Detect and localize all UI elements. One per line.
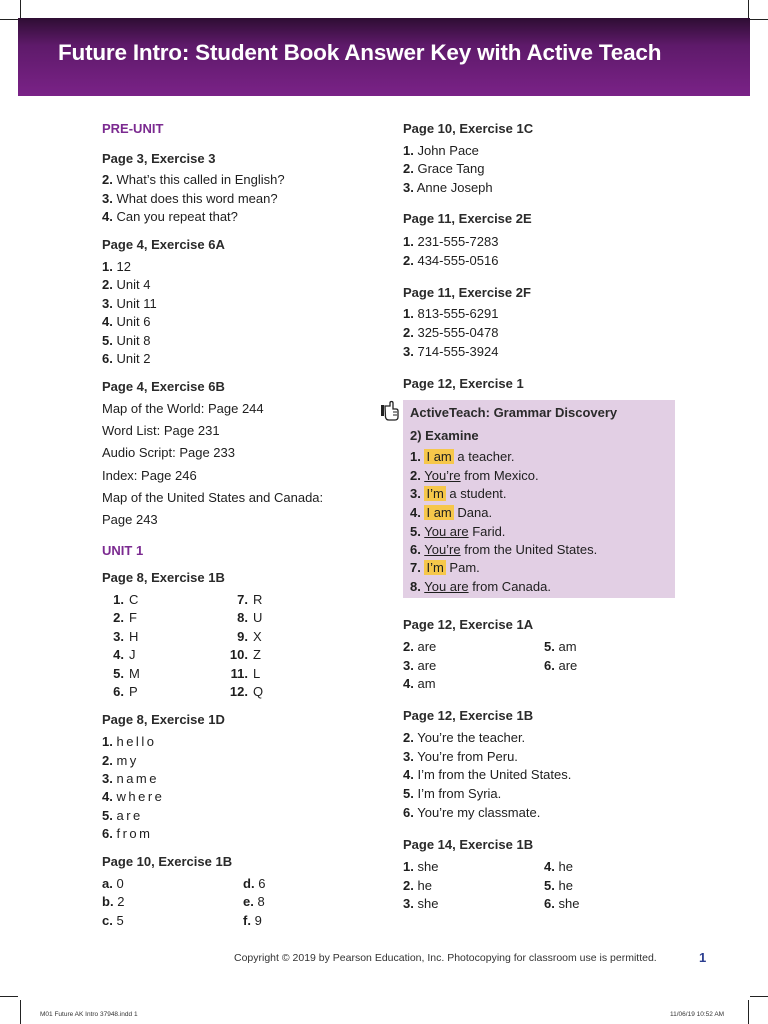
list-item: 9. X xyxy=(237,629,262,644)
list-item: 6. P xyxy=(113,684,138,699)
list-item: 2. You’re the teacher. xyxy=(403,730,526,745)
list-item: 3. What does this word mean? xyxy=(102,191,278,206)
list-item: 6. from xyxy=(102,826,153,841)
exercise-heading: Page 12, Exercise 1B xyxy=(403,708,534,723)
list-item: 6. You’re from the United States. xyxy=(410,542,598,557)
list-item: 1. John Pace xyxy=(403,143,479,158)
list-item: f. 9 xyxy=(243,913,262,928)
crop-mark xyxy=(0,19,18,20)
list-item: 3. H xyxy=(113,629,139,644)
list-item: 2. 434-555-0516 xyxy=(403,253,499,268)
list-item: 8. You are from Canada. xyxy=(410,579,551,594)
list-item: 3. I’m a student. xyxy=(410,486,507,501)
list-item: 1. 813-555-6291 xyxy=(403,306,499,321)
crop-mark xyxy=(750,996,768,997)
list-item: Map of the World: Page 244 xyxy=(102,401,264,416)
exercise-heading: Page 11, Exercise 2E xyxy=(403,211,532,226)
list-item: 4. Can you repeat that? xyxy=(102,209,238,224)
list-item: 4. Unit 6 xyxy=(102,314,151,329)
list-item: 3. are xyxy=(403,658,437,673)
list-item: Page 243 xyxy=(102,512,158,527)
list-item: 2. he xyxy=(403,878,432,893)
list-item: 1. 231-555-7283 xyxy=(403,234,499,249)
list-item: 3. 714-555-3924 xyxy=(403,344,499,359)
exercise-heading: Page 10, Exercise 1C xyxy=(403,121,534,136)
crop-mark xyxy=(20,1000,21,1024)
list-item: 4. I’m from the United States. xyxy=(403,767,572,782)
list-item: 3. she xyxy=(403,896,439,911)
list-item: 5. I’m from Syria. xyxy=(403,786,502,801)
list-item: 1. hello xyxy=(102,734,157,749)
list-item: 3. You’re from Peru. xyxy=(403,749,518,764)
list-item: 12. Q xyxy=(229,684,264,699)
list-item: 6. You’re my classmate. xyxy=(403,805,541,820)
exercise-heading: Page 10, Exercise 1B xyxy=(102,854,233,869)
crop-mark xyxy=(750,19,768,20)
copyright-notice: Copyright © 2019 by Pearson Education, Inc. Photocopying for classroom use is permitted. xyxy=(234,952,657,964)
list-item: 5. he xyxy=(544,878,573,893)
list-item: 10. Z xyxy=(229,647,261,662)
list-item: 4. he xyxy=(544,859,573,874)
crop-mark xyxy=(748,1000,749,1024)
list-item: 5. am xyxy=(544,639,577,654)
pointing-hand-icon xyxy=(380,400,400,422)
exercise-heading: Page 14, Exercise 1B xyxy=(403,837,534,852)
list-item: 6. she xyxy=(544,896,580,911)
list-item: 2. You’re from Mexico. xyxy=(410,468,539,483)
list-item: 1. C xyxy=(113,592,139,607)
list-item: 5. M xyxy=(113,666,140,681)
exercise-heading: Page 4, Exercise 6B xyxy=(102,379,225,394)
exercise-heading: Page 12, Exercise 1A xyxy=(403,617,534,632)
list-item: c. 5 xyxy=(102,913,124,928)
exercise-heading: Page 11, Exercise 2F xyxy=(403,285,531,300)
list-item: 3. Unit 11 xyxy=(102,296,157,311)
list-item: 5. Unit 8 xyxy=(102,333,151,348)
list-item: e. 8 xyxy=(243,894,265,909)
list-item: 3. name xyxy=(102,771,159,786)
list-item: 5. You are Farid. xyxy=(410,524,506,539)
list-item: 2. 325-555-0478 xyxy=(403,325,499,340)
exercise-heading: Page 4, Exercise 6A xyxy=(102,237,225,252)
list-item: 11. L xyxy=(230,666,261,681)
page-title: Future Intro: Student Book Answer Key with Active Teach xyxy=(58,40,662,65)
list-item: 4. J xyxy=(113,647,136,662)
list-item: 4. I am Dana. xyxy=(410,505,493,520)
list-item: 1. 12 xyxy=(102,259,131,274)
list-item: 5. are xyxy=(102,808,143,823)
list-item: Word List: Page 231 xyxy=(102,423,220,438)
exercise-heading: Page 8, Exercise 1B xyxy=(102,570,225,585)
list-item: 7. I’m Pam. xyxy=(410,560,480,575)
list-item: 2. Unit 4 xyxy=(102,277,151,292)
list-item: 6. are xyxy=(544,658,578,673)
list-item: 2. What’s this called in English? xyxy=(102,172,285,187)
list-item: 6. Unit 2 xyxy=(102,351,151,366)
exercise-heading: Page 3, Exercise 3 xyxy=(102,151,216,166)
list-item: 4. where xyxy=(102,789,165,804)
page-number: 1 xyxy=(699,950,707,965)
crop-mark xyxy=(20,0,21,18)
list-item: 1. I am a teacher. xyxy=(410,449,515,464)
section-pre-unit: PRE-UNIT xyxy=(102,121,164,136)
activeteach-title: ActiveTeach: Grammar Discovery xyxy=(410,405,618,420)
date-slug: 11/06/19 10:52 AM xyxy=(670,1011,725,1018)
activeteach-subtitle: 2) Examine xyxy=(410,428,479,443)
section-unit-1: UNIT 1 xyxy=(102,543,144,558)
list-item: Index: Page 246 xyxy=(102,468,197,483)
exercise-heading: Page 12, Exercise 1 xyxy=(403,376,524,391)
file-slug: M01 Future AK Intro 37948.indd 1 xyxy=(40,1011,138,1018)
list-item: 4. am xyxy=(403,676,436,691)
crop-mark xyxy=(748,0,749,18)
list-item: 7. R xyxy=(237,592,263,607)
list-item: 2. Grace Tang xyxy=(403,161,485,176)
list-item: 2. F xyxy=(113,610,137,625)
list-item: 1. she xyxy=(403,859,439,874)
list-item: 2. my xyxy=(102,753,139,768)
list-item: a. 0 xyxy=(102,876,124,891)
crop-mark xyxy=(0,996,18,997)
list-item: 3. Anne Joseph xyxy=(403,180,493,195)
list-item: Audio Script: Page 233 xyxy=(102,445,235,460)
list-item: 2. are xyxy=(403,639,437,654)
list-item: b. 2 xyxy=(102,894,125,909)
list-item: 8. U xyxy=(237,610,263,625)
exercise-heading: Page 8, Exercise 1D xyxy=(102,712,225,727)
list-item: Map of the United States and Canada: xyxy=(102,490,324,505)
list-item: d. 6 xyxy=(243,876,266,891)
